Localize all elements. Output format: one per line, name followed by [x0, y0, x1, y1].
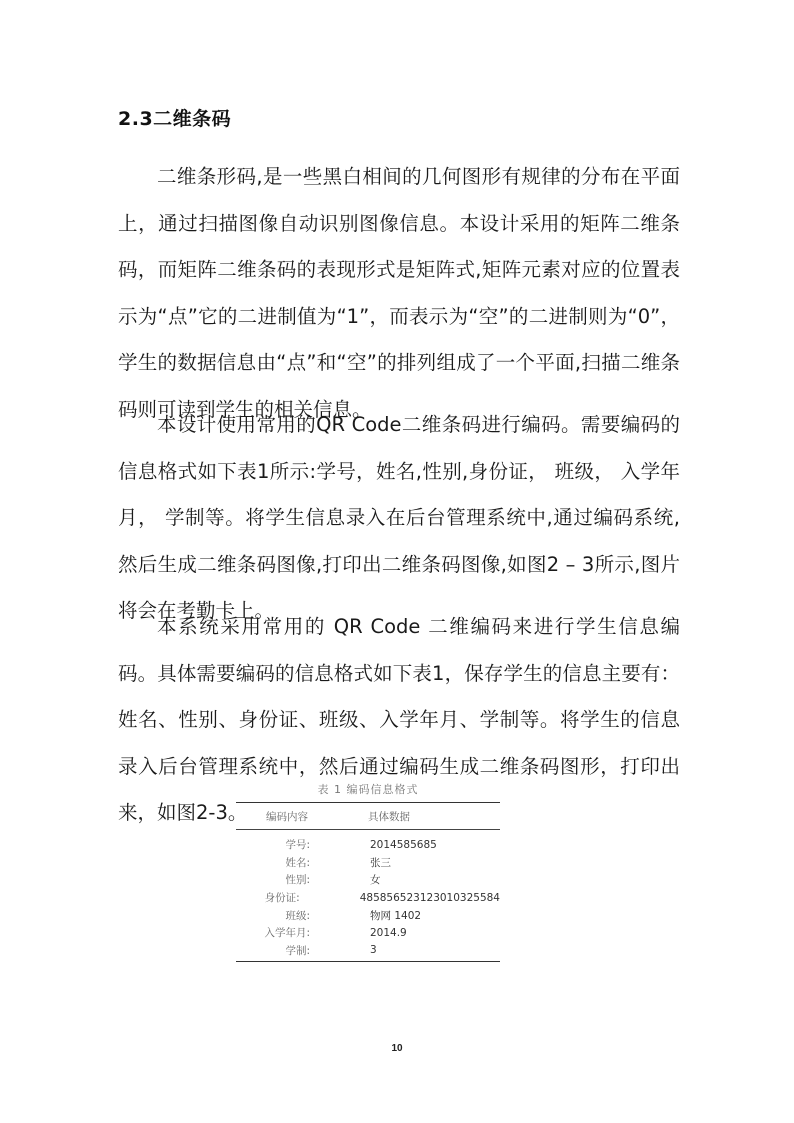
- table-bottom-rule: [236, 961, 500, 962]
- table-row: [236, 889, 500, 907]
- row-value: 485856523123010325584: [359, 891, 500, 904]
- encoding-info-table: [236, 802, 500, 962]
- table-row: [236, 871, 500, 889]
- row-key: 入学年月:: [264, 927, 310, 940]
- row-value: 物网 1402: [370, 909, 422, 922]
- row-key: 身份证:: [264, 892, 300, 905]
- row-key: 学号:: [285, 839, 310, 852]
- table-row: [236, 924, 500, 942]
- table-header-content: 编码内容: [266, 810, 308, 823]
- table-caption: 表 1 编码信息格式: [317, 783, 419, 796]
- table-row: [236, 942, 500, 960]
- row-value: 女: [370, 874, 381, 887]
- row-key: 班级:: [285, 909, 310, 922]
- paragraph-2: [118, 402, 680, 635]
- paragraph-2-text: 本设计使用常用的QR Code二维条码进行编码。需要编码的信息格式如下表1所示:学号，姓名,性别,身份证， 班级， 入学年月， 学制等。将学生信息录入在后台管理系统中,通过编码系统,然后生成二维条码图像,打印出二维条码图像,如图2 – 3所示,图片将会在考勤卡上。: [118, 413, 680, 622]
- table-header-row: [236, 803, 500, 829]
- table-row: [236, 906, 500, 924]
- section-heading: 2.3二维条码: [118, 108, 232, 130]
- table-header-data: 具体数据: [368, 810, 410, 823]
- row-key: 姓名:: [285, 856, 310, 869]
- table-body: [236, 830, 500, 961]
- table-row: [236, 836, 500, 854]
- page-number: 10: [391, 1043, 403, 1054]
- paragraph-1-text: 二维条形码,是一些黑白相间的几何图形有规律的分布在平面上，通过扫描图像自动识别图像信息。本设计采用的矩阵二维条码，而矩阵二维条码的表现形式是矩阵式,矩阵元素对应的位置表示为“点”它的二进制值为“1”，而表示为“空”的二进制则为“0”，学生的数据信息由“点”和“空”的排列组成了一个平面,扫描二维条码则可读到学生的相关信息。: [118, 165, 680, 421]
- table-row: [236, 854, 500, 872]
- paragraph-3-text: 本系统采用常用的 QR Code 二维编码来进行学生信息编码。具体需要编码的信息格式如下表1，保存学生的信息主要有：姓名、性别、身份证、班级、入学年月、学制等。将学生的信息录入后台管理系统中，然后通过编码生成二维条码图形，打印出来，如图2-3。: [118, 615, 680, 824]
- row-value: 2014585685: [370, 838, 437, 851]
- row-value: 2014.9: [370, 926, 407, 939]
- row-value: 张三: [370, 856, 391, 869]
- row-key: 性别:: [285, 874, 310, 887]
- row-key: 学制:: [285, 944, 310, 957]
- row-value: 3: [370, 944, 377, 957]
- paragraph-1: [118, 154, 680, 433]
